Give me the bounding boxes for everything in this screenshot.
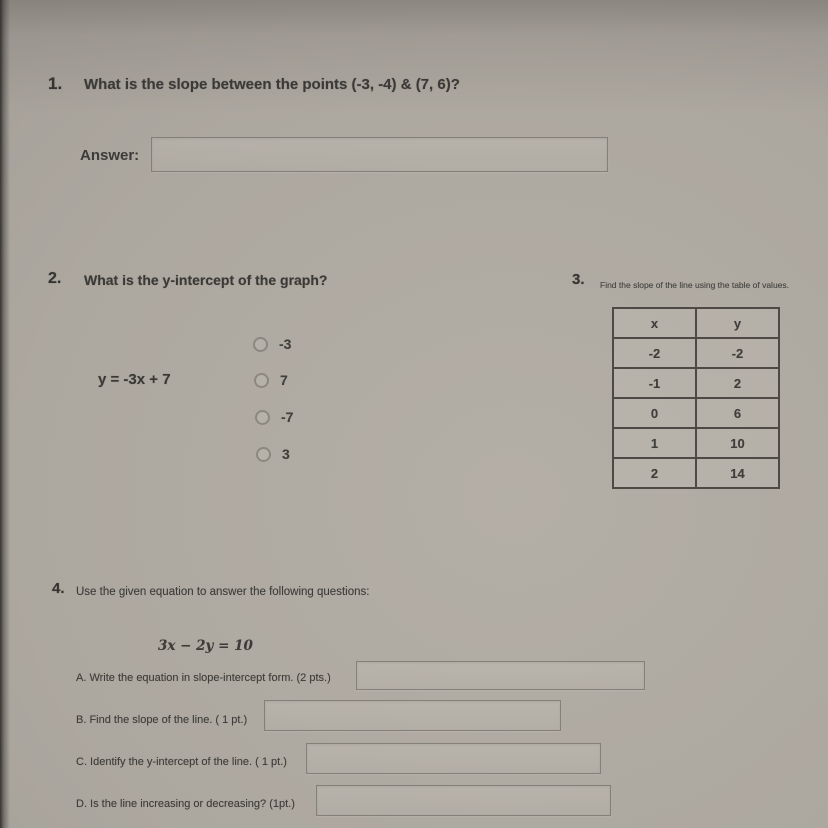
- question-4-part-b-input[interactable]: [264, 700, 561, 731]
- table-cell: 1: [613, 428, 696, 458]
- table-cell: 14: [696, 458, 779, 488]
- question-1-answer-label: Answer:: [80, 147, 140, 164]
- option-label: -3: [279, 336, 292, 352]
- question-4-part-b-label: B. Find the slope of the line. ( 1 pt.): [76, 714, 248, 726]
- question-2-option-7[interactable]: [254, 372, 288, 388]
- table-cell: -2: [613, 338, 696, 368]
- table-cell: 10: [696, 428, 779, 458]
- question-1-number: 1.: [48, 74, 63, 93]
- table-row: [613, 458, 779, 488]
- table-cell: -1: [613, 368, 696, 398]
- option-label: -7: [281, 409, 294, 425]
- radio-button-icon[interactable]: [256, 447, 271, 462]
- question-2-equation: y = -3x + 7: [98, 371, 171, 388]
- table-row: [613, 398, 779, 428]
- question-4-equation: 3x − 2y = 10: [158, 638, 253, 654]
- question-4-part-c-label: C. Identify the y-intercept of the line. ( 1 pt.): [76, 756, 287, 768]
- question-4-text: Use the given equation to answer the following questions:: [76, 586, 370, 598]
- question-4-part-d-label: D. Is the line increasing or decreasing? (1pt.): [76, 798, 295, 810]
- question-2-option-neg7[interactable]: [255, 409, 293, 425]
- table-header-x: x: [613, 308, 696, 338]
- table-row: [613, 338, 779, 368]
- question-3-number: 3.: [572, 271, 585, 288]
- table-row: [613, 368, 779, 398]
- table-cell: -2: [696, 338, 779, 368]
- table-cell: 6: [696, 398, 779, 428]
- table-cell: 2: [696, 368, 779, 398]
- question-2-number: 2.: [48, 270, 62, 287]
- question-3-text: Find the slope of the line using the table of values.: [600, 280, 790, 290]
- radio-button-icon[interactable]: [253, 337, 268, 352]
- table-cell: 0: [613, 398, 696, 428]
- question-1-text: What is the slope between the points (-3, -4) & (7, 6)?: [84, 76, 460, 93]
- radio-button-icon[interactable]: [254, 373, 269, 388]
- question-4-part-d-input[interactable]: [316, 785, 611, 816]
- table-header-row: [613, 308, 779, 338]
- question-1-answer-input[interactable]: [151, 137, 608, 172]
- question-4-part-a-label: A. Write the equation in slope-intercept form. (2 pts.): [76, 672, 331, 684]
- option-label: 3: [282, 446, 290, 462]
- radio-button-icon[interactable]: [255, 410, 270, 425]
- question-2-text: What is the y-intercept of the graph?: [84, 272, 328, 288]
- question-4-part-c-input[interactable]: [306, 743, 601, 774]
- values-table: [612, 307, 780, 489]
- table-header-y: y: [696, 308, 779, 338]
- question-2-option-3[interactable]: [256, 446, 290, 462]
- table-row: [613, 428, 779, 458]
- table-cell: 2: [613, 458, 696, 488]
- option-label: 7: [280, 372, 288, 388]
- question-4-part-a-input[interactable]: [356, 661, 645, 690]
- question-2-option-neg3[interactable]: [253, 336, 291, 352]
- question-4-number: 4.: [52, 580, 65, 597]
